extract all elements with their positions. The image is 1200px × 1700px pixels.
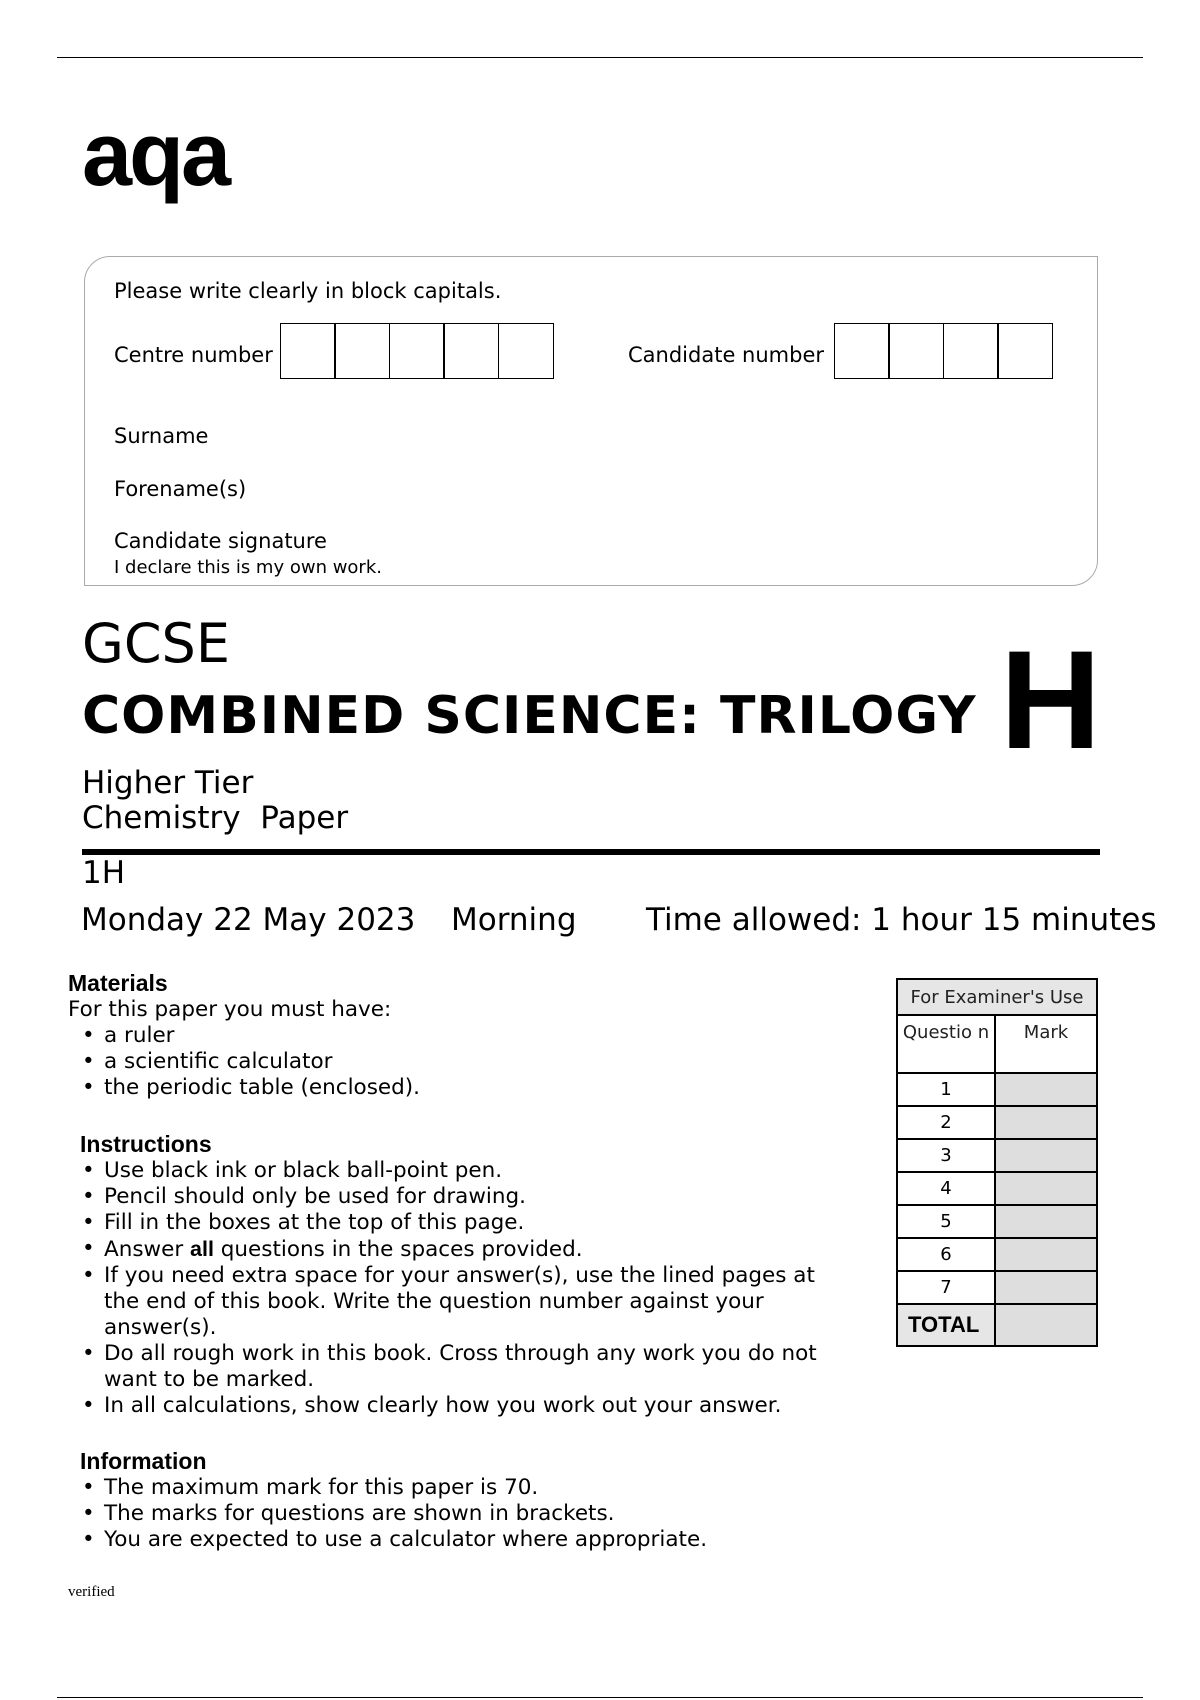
centre-number-digit-box[interactable] <box>389 323 445 379</box>
time-allowed: Time allowed: 1 hour 15 minutes <box>646 902 1157 938</box>
information-item: • The maximum mark for this paper is 70. <box>70 1475 852 1501</box>
surname-label: Surname <box>114 424 209 448</box>
centre-number-boxes[interactable] <box>281 323 554 379</box>
top-rule <box>57 57 1143 58</box>
own-work-declaration: I declare this is my own work. <box>114 557 382 578</box>
materials-section <box>68 970 868 1101</box>
mark-cell[interactable] <box>995 1271 1097 1304</box>
mark-cell[interactable] <box>995 1205 1097 1238</box>
total-label: TOTAL <box>897 1304 995 1346</box>
examiner-use-title: For Examiner's Use <box>897 979 1097 1015</box>
subject-title: COMBINED SCIENCE: TRILOGY <box>82 686 977 746</box>
candidate-number-digit-box[interactable] <box>943 323 999 379</box>
exam-session: Morning <box>451 902 577 938</box>
instructions-item: • Do all rough work in this book. Cross through any work you do not want to be marked. <box>70 1341 852 1393</box>
instructions-item: • Fill in the boxes at the top of this page. <box>70 1210 852 1236</box>
paper-name: Chemistry Paper <box>82 799 349 836</box>
exam-date: Monday 22 May 2023 <box>81 902 416 938</box>
table-row <box>897 1271 1097 1304</box>
question-column-header: Questio n <box>897 1015 995 1073</box>
mark-cell[interactable] <box>995 1139 1097 1172</box>
question-number-cell: 5 <box>897 1205 995 1238</box>
table-row <box>897 1139 1097 1172</box>
question-number-cell: 1 <box>897 1073 995 1106</box>
mark-column-header: Mark <box>995 1015 1097 1073</box>
mark-cell[interactable] <box>995 1073 1097 1106</box>
centre-number-digit-box[interactable] <box>443 323 499 379</box>
materials-item: • a ruler <box>70 1023 868 1049</box>
table-row <box>897 1172 1097 1205</box>
mark-cell[interactable] <box>995 1172 1097 1205</box>
information-section <box>80 1448 852 1553</box>
forenames-label: Forename(s) <box>114 477 247 501</box>
instructions-item-text: questions in the spaces provided. <box>213 1237 583 1262</box>
candidate-number-digit-box[interactable] <box>834 323 890 379</box>
total-mark-cell[interactable] <box>995 1304 1097 1346</box>
instructions-item-emphasis: all <box>190 1237 214 1261</box>
question-number-cell: 6 <box>897 1238 995 1271</box>
instructions-list <box>70 1158 852 1419</box>
instructions-item-text: Answer <box>104 1237 191 1262</box>
information-heading: Information <box>80 1448 207 1474</box>
materials-item: • a scientific calculator <box>70 1049 868 1075</box>
instructions-item: • If you need extra space for your answer(s), use the lined pages at the end of this book. Write the question number against your answer(s). <box>70 1263 852 1341</box>
centre-number-digit-box[interactable] <box>498 323 554 379</box>
tier-letter: H <box>1000 621 1102 778</box>
candidate-number-label: Candidate number <box>628 343 824 367</box>
materials-intro: For this paper you must have: <box>68 997 392 1022</box>
qualification-title: GCSE <box>82 612 230 675</box>
tier-name: Higher Tier <box>82 765 254 801</box>
instructions-item: • Use black ink or black ball-point pen. <box>70 1158 852 1184</box>
information-item: • The marks for questions are shown in brackets. <box>70 1501 852 1527</box>
table-row <box>897 1073 1097 1106</box>
title-divider <box>82 849 1100 855</box>
candidate-signature-label: Candidate signature <box>114 529 327 553</box>
instructions-item <box>70 1236 852 1263</box>
question-number-cell: 4 <box>897 1172 995 1205</box>
tier-paper-block <box>82 766 348 835</box>
table-row <box>897 1238 1097 1271</box>
table-row <box>897 1106 1097 1139</box>
mark-cell[interactable] <box>995 1106 1097 1139</box>
table-row <box>897 1205 1097 1238</box>
bottom-rule <box>57 1697 1143 1698</box>
candidate-number-digit-box[interactable] <box>888 323 944 379</box>
candidate-number-boxes[interactable] <box>835 323 1053 379</box>
question-number-cell: 7 <box>897 1271 995 1304</box>
centre-number-label: Centre number <box>114 343 273 367</box>
information-list <box>70 1475 852 1553</box>
mark-cell[interactable] <box>995 1238 1097 1271</box>
aqa-logo: aqa <box>82 105 229 205</box>
materials-list <box>70 1023 868 1101</box>
materials-heading: Materials <box>68 970 168 996</box>
centre-number-digit-box[interactable] <box>334 323 390 379</box>
examiner-use-table <box>896 978 1098 1347</box>
total-row <box>897 1304 1097 1346</box>
instructions-section <box>80 1131 852 1419</box>
question-number-cell: 2 <box>897 1106 995 1139</box>
candidate-number-digit-box[interactable] <box>997 323 1053 379</box>
paper-code: 1H <box>82 855 126 891</box>
verified-note: verified <box>68 1584 115 1600</box>
instructions-item: • In all calculations, show clearly how you work out your answer. <box>70 1393 852 1419</box>
materials-item: • the periodic table (enclosed). <box>70 1075 868 1101</box>
information-item: • You are expected to use a calculator where appropriate. <box>70 1527 852 1553</box>
instructions-heading: Instructions <box>80 1131 212 1157</box>
question-number-cell: 3 <box>897 1139 995 1172</box>
block-capitals-instruction: Please write clearly in block capitals. <box>114 279 502 303</box>
instructions-item: • Pencil should only be used for drawing. <box>70 1184 852 1210</box>
centre-number-digit-box[interactable] <box>280 323 336 379</box>
